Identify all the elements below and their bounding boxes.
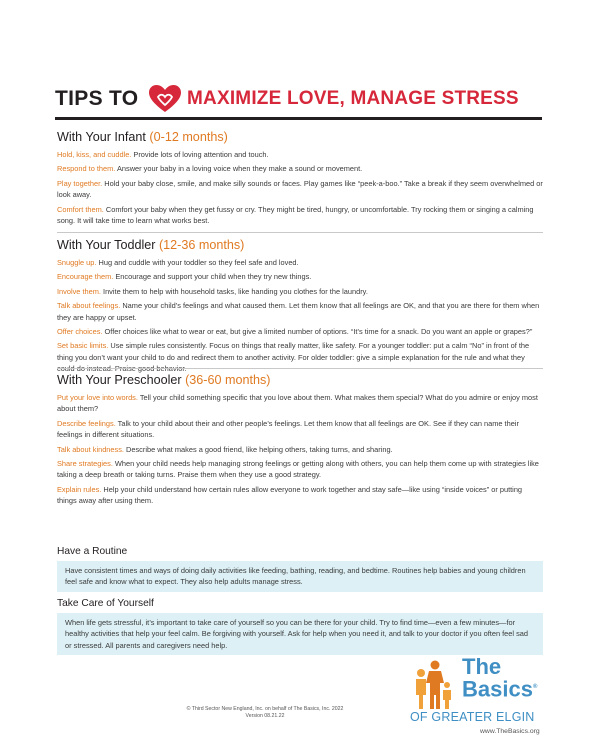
registered-mark: ®	[532, 684, 538, 690]
infant-section	[57, 130, 543, 229]
logo-basics	[462, 675, 537, 701]
tip-text: Hold your baby close, smile, and make silly sounds or faces. Play games like “peek-a-boo.” Take a break if they seem overwhelmed or look away.	[57, 178, 543, 200]
tip-item	[57, 484, 543, 507]
tip-lead: Share strategies.	[57, 459, 113, 469]
tip-text: When your child needs help managing strong feelings or getting along with others, you can help them come up with strategies like taking a deep breath or taking turns. Praise them when they use a good strategy.	[57, 459, 539, 480]
tip-text: Name your child’s feelings and what caused them. Let them know that all feelings are OK, and that you are there for them when they are happy or upset.	[57, 301, 540, 322]
tip-text: Help your child understand how certain rules allow everyone to work together and stay safe—like using “inside voices” or putting things away after using them.	[57, 484, 523, 506]
tip-item	[57, 458, 543, 481]
tip-item	[57, 204, 543, 227]
tip-lead: Respond to them.	[57, 164, 116, 174]
title-prefix: TIPS TO	[55, 87, 139, 110]
title-underline	[55, 117, 542, 120]
tip-lead: Talk about kindness.	[57, 444, 124, 454]
tip-text: Provide lots of loving attention and touch.	[131, 150, 269, 159]
tip-item	[57, 300, 543, 323]
preschooler-section	[57, 373, 543, 510]
tip-lead: Hold, kiss, and cuddle.	[57, 150, 132, 159]
tip-lead: Set basic limits.	[57, 341, 109, 351]
tip-item	[57, 392, 543, 415]
section-divider	[57, 232, 543, 233]
tip-lead: Describe feelings.	[57, 418, 116, 428]
tip-item	[57, 163, 543, 174]
preschooler-range: (36-60 months)	[185, 373, 271, 387]
tip-item	[57, 418, 543, 441]
tip-lead: Encourage them.	[57, 272, 114, 282]
logo-subtitle: OF GREATER ELGIN	[410, 710, 535, 724]
infant-range: (0-12 months)	[149, 130, 228, 144]
footer	[150, 706, 380, 720]
tip-item	[57, 326, 543, 337]
tip-lead: Snuggle up.	[57, 258, 97, 267]
toddler-heading	[57, 238, 543, 252]
tip-text: Offer choices like what to wear or eat, but give a limited number of options. “It’s time for a snack. Do you want an apple or grapes?”	[102, 327, 533, 337]
tip-item	[57, 286, 543, 297]
tip-text: Tell your child something specific that you love about them. What makes them special? What do you admire or enjoy most about them?	[57, 393, 538, 414]
heart-icon	[148, 84, 182, 114]
tip-item	[57, 257, 543, 268]
page-title	[55, 84, 550, 114]
tip-text: Encourage and support your child when they try new things.	[113, 272, 312, 282]
toddler-range: (12-36 months)	[158, 238, 245, 252]
tip-lead: Talk about feelings.	[57, 301, 121, 311]
tip-text: Hug and cuddle with your toddler so they feel safe and loved.	[96, 258, 299, 267]
tip-item	[57, 444, 543, 455]
tip-lead: Offer choices.	[57, 327, 103, 337]
section-divider	[57, 368, 543, 369]
tip-item	[57, 271, 543, 282]
selfcare-heading: Take Care of Yourself	[57, 598, 154, 609]
website-link[interactable]: www.TheBasics.org	[480, 728, 540, 735]
logo-the: The	[462, 654, 502, 679]
tip-item	[57, 149, 543, 160]
tip-lead: Involve them.	[57, 286, 101, 296]
preschooler-heading-text: With Your Preschooler	[57, 373, 182, 387]
routine-heading: Have a Routine	[57, 546, 128, 557]
tip-text: Comfort your baby when they get fussy or cry. They might be tired, hungry, or uncomfortable. Try rocking them or singing a calming song. It will take time to learn what works best.	[57, 204, 534, 226]
selfcare-box: When life gets stressful, it’s important to take care of yourself so you can be there for your child. Try to find time—even a few minutes—for healthy activities that help your feel calm. Be forgiving with yourself. Ask for help when you need it, and talk to your doctor if you often feel sad or stressed. All parents and caregivers need help.	[57, 613, 543, 655]
tip-text: Use simple rules consistently. Focus on things that really matter, like safety. For a younger toddler: put a calm “No” in front of the thing you don’t want your child to do and redirect them to another activity. For older toddler: give a simple explanation for the rule and what they	[57, 341, 530, 362]
routine-box: Have consistent times and ways of doing daily activities like feeding, bathing, reading, and bedtime. Routines help babies and young children feel safe and know what to expect. They also help adults manage stress.	[57, 561, 543, 592]
tip-item	[57, 178, 543, 201]
logo-basics-text: Basics	[462, 676, 533, 702]
version-text: Version 08.21.22	[245, 713, 285, 719]
toddler-section	[57, 238, 543, 378]
copyright-text: © Third Sector New England, Inc. on behalf of The Basics, Inc. 2022	[186, 706, 344, 712]
preschooler-heading	[57, 373, 543, 387]
tip-text: Invite them to help with household tasks, like handing you clothes for the laundry.	[100, 286, 368, 296]
family-figures-icon	[412, 659, 454, 711]
the-basics-logo	[408, 655, 558, 740]
tip-text: Talk to your child about their and other people’s feelings. Let them know that all feelings are OK. See if they can name their feelings in different situations.	[57, 418, 519, 440]
tip-lead: Comfort them.	[57, 204, 104, 214]
tip-item	[57, 340, 543, 374]
tip-lead: Play together.	[57, 178, 103, 188]
tip-text: Describe what makes a good friend, like helping others, taking turns, and sharing.	[123, 444, 393, 454]
infant-heading	[57, 130, 543, 144]
infant-heading-text: With Your Infant	[57, 130, 146, 144]
tip-lead: Explain rules.	[57, 484, 102, 494]
tip-lead: Put your love into words.	[57, 393, 138, 402]
title-main: MAXIMIZE LOVE, MANAGE STRESS	[187, 88, 519, 109]
toddler-heading-text: With Your Toddler	[57, 238, 156, 252]
tip-text: Answer your baby in a loving voice when they make a sound or movement.	[115, 164, 363, 174]
